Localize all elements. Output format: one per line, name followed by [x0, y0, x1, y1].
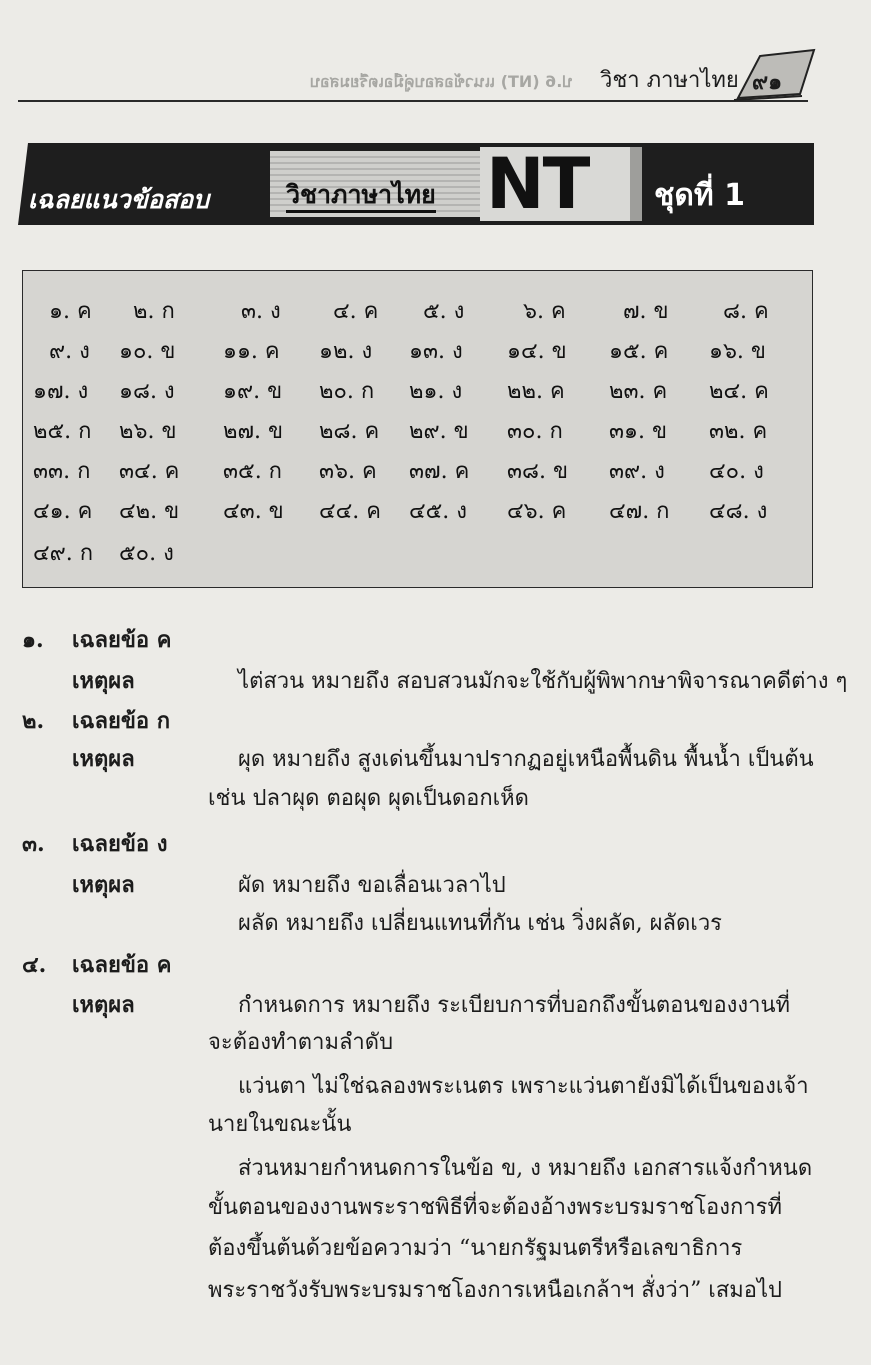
explanation-answer-key: เฉลยข้อ ก	[72, 708, 171, 734]
answer-cell: ๓๘. ข	[507, 459, 569, 484]
answer-cell: ๑๑. ค	[223, 339, 280, 364]
explanation-number: ๒.	[22, 708, 45, 734]
answer-grid	[22, 270, 813, 588]
answer-cell: ๗. ข	[623, 299, 669, 324]
answer-cell: ๑๐. ข	[119, 339, 176, 364]
explanation-answer-key: เฉลยข้อ ง	[72, 831, 168, 857]
answer-cell: ๔๒. ข	[119, 499, 180, 524]
reason-label: เหตุผล	[72, 872, 135, 898]
answer-cell: ๓๙. ง	[609, 459, 665, 484]
answer-cell: ๔๙. ก	[33, 541, 94, 566]
explanation-number: ๑.	[22, 627, 44, 653]
reason-text: ส่วนหมายกำหนดการในข้อ ข, ง หมายถึง เอกสารแจ้งกำหนด	[238, 1156, 813, 1181]
reason-text: เช่น ปลาผุด ตอผุด ผุดเป็นดอกเห็ด	[208, 786, 529, 811]
reason-text: พระราชวังรับพระบรมราชโองการเหนือเกล้าฯ สั่งว่า” เสมอไป	[208, 1278, 782, 1303]
answer-cell: ๒๓. ค	[609, 379, 668, 404]
answer-cell: ๒๐. ก	[319, 379, 375, 404]
reason-text: ผลัด หมายถึง เปลี่ยนแทนที่กัน เช่น วิ่งผลัด, ผลัดเวร	[238, 911, 722, 936]
reason-text: แว่นตา ไม่ใช่ฉลองพระเนตร เพราะแว่นตายังมิได้เป็นของเจ้า	[238, 1074, 809, 1099]
answer-cell: ๔๔. ค	[319, 499, 382, 524]
answer-cell: ๒. ก	[133, 299, 175, 324]
reason-text: นายในขณะนั้น	[208, 1112, 352, 1137]
answer-cell: ๔๑. ค	[33, 499, 93, 524]
answer-cell: ๙. ง	[49, 339, 90, 364]
mirrored-running-head: ป.6 (NT) แนวข้อสอบคู่มือเตรียมสอบ	[310, 72, 573, 91]
answer-cell: ๒๕. ก	[33, 419, 92, 444]
banner-set-number: ชุดที่ 1	[654, 178, 745, 213]
header-rule	[18, 100, 808, 102]
answer-cell: ๒๗. ข	[223, 419, 284, 444]
reason-text: ต้องขึ้นต้นด้วยข้อความว่า “นายกรัฐมนตรีหรือเลขาธิการ	[208, 1236, 743, 1261]
explanation-number: ๓.	[22, 831, 45, 857]
reason-text: กำหนดการ หมายถึง ระเบียบการที่บอกถึงขั้นตอนของงานที่	[238, 993, 791, 1018]
answer-cell: ๒๖. ข	[119, 419, 177, 444]
answer-cell: ๔๓. ข	[223, 499, 284, 524]
reason-label: เหตุผล	[72, 668, 135, 694]
answer-cell: ๔. ค	[333, 299, 379, 324]
answer-cell: ๓๒. ค	[709, 419, 768, 444]
answer-cell: ๘. ค	[723, 299, 769, 324]
answer-cell: ๖. ค	[523, 299, 566, 324]
banner-nt-logo: NT	[486, 143, 589, 225]
answer-cell: ๓๕. ก	[223, 459, 282, 484]
answer-cell: ๔๘. ง	[709, 499, 768, 524]
answer-cell: ๓. ง	[241, 299, 281, 324]
answer-cell: ๑๕. ค	[609, 339, 669, 364]
answer-cell: ๑๒. ง	[319, 339, 373, 364]
reason-label: เหตุผล	[72, 746, 135, 772]
answer-cell: ๑๓. ง	[409, 339, 463, 364]
reason-label: เหตุผล	[72, 992, 135, 1018]
answer-cell: ๕๐. ง	[119, 541, 174, 566]
answer-cell: ๔๖. ค	[507, 499, 567, 524]
answer-cell: ๓๔. ค	[119, 459, 180, 484]
running-head-subject: วิชา ภาษาไทย	[600, 68, 739, 93]
answer-cell: ๑๖. ข	[709, 339, 766, 364]
reason-text: ผุด หมายถึง สูงเด่นขึ้นมาปรากฏอยู่เหนือพื้นดิน พื้นน้ำ เป็นต้น	[238, 747, 814, 772]
reason-text: ขั้นตอนของงานพระราชพิธีที่จะต้องอ้างพระบรมราชโองการที่	[208, 1195, 782, 1220]
answer-cell: ๑๙. ข	[223, 379, 283, 404]
answer-cell: ๔๗. ก	[609, 499, 670, 524]
explanation-answer-key: เฉลยข้อ ค	[72, 952, 172, 978]
page-number: ๙๑	[752, 69, 783, 95]
answer-cell: ๑๔. ข	[507, 339, 567, 364]
answer-cell: ๑๘. ง	[119, 379, 175, 404]
answer-cell: ๓๐. ก	[507, 419, 563, 444]
explanation-answer-key: เฉลยข้อ ค	[72, 627, 172, 653]
answer-cell: ๒๔. ค	[709, 379, 769, 404]
answer-cell: ๕. ง	[423, 299, 465, 324]
reason-text: จะต้องทำตามลำดับ	[208, 1030, 394, 1055]
answer-cell: ๓๑. ข	[609, 419, 668, 444]
answer-cell: ๓๓. ก	[33, 459, 91, 484]
banner-title: เฉลยแนวข้อสอบ	[28, 185, 210, 214]
answer-cell: ๑. ค	[49, 299, 92, 324]
answer-cell: ๓๖. ค	[319, 459, 377, 484]
answer-cell: ๒๘. ค	[319, 419, 380, 444]
answer-cell: ๔๕. ง	[409, 499, 468, 524]
explanation-number: ๔.	[22, 952, 47, 978]
answer-cell: ๔๐. ง	[709, 459, 764, 484]
answer-cell: ๑๗. ง	[33, 379, 89, 404]
answer-cell: ๒๒. ค	[507, 379, 565, 404]
reason-text: ผัด หมายถึง ขอเลื่อนเวลาไป	[238, 873, 506, 898]
answer-cell: ๒๙. ข	[409, 419, 469, 444]
banner-subject: วิชาภาษาไทย	[286, 180, 436, 213]
answer-cell: ๒๑. ง	[409, 379, 463, 404]
reason-text: ไต่สวน หมายถึง สอบสวนมักจะใช้กับผู้พิพากษาพิจารณาคดีต่าง ๆ	[238, 669, 848, 694]
answer-cell: ๓๗. ค	[409, 459, 470, 484]
